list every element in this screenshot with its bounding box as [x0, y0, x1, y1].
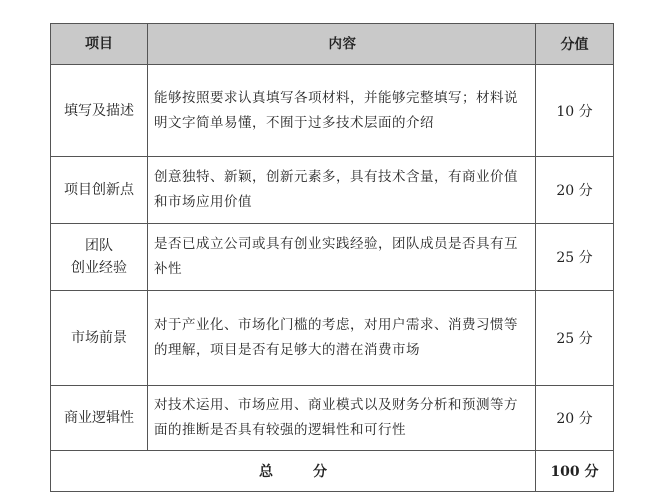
row-item [51, 224, 148, 291]
table-row [51, 65, 614, 157]
row-item: 市场前景 [51, 291, 148, 386]
row-content: 能够按照要求认真填写各项材料，并能够完整填写；材料说明文字简单易懂，不囿于过多技术层面的介绍 [148, 65, 536, 157]
row-score: 20 分 [536, 157, 614, 224]
header-row [51, 24, 614, 65]
header-item: 项目 [51, 24, 148, 65]
table-row [51, 157, 614, 224]
total-row [51, 451, 614, 492]
total-score: 100 分 [536, 451, 614, 492]
row-item: 填写及描述 [51, 65, 148, 157]
row-content: 是否已成立公司或具有创业实践经验，团队成员是否具有互补性 [148, 224, 536, 291]
table-row [51, 224, 614, 291]
header-score: 分值 [536, 24, 614, 65]
scoring-table [50, 23, 614, 492]
table-row [51, 291, 614, 386]
row-score: 20 分 [536, 386, 614, 451]
row-item: 项目创新点 [51, 157, 148, 224]
row-content: 对于产业化、市场化门槛的考虑，对用户需求、消费习惯等的理解，项目是否有足够大的潜在消费市场 [148, 291, 536, 386]
row-item-line2: 创业经验 [71, 260, 127, 276]
row-item-line1: 团队 [85, 238, 113, 254]
total-label: 总分 [51, 451, 536, 492]
row-content: 创意独特、新颖，创新元素多，具有技术含量，有商业价值和市场应用价值 [148, 157, 536, 224]
row-content: 对技术运用、市场应用、商业模式以及财务分析和预测等方面的推断是否具有较强的逻辑性和可行性 [148, 386, 536, 451]
header-content: 内容 [148, 24, 536, 65]
table-row [51, 386, 614, 451]
row-score: 10 分 [536, 65, 614, 157]
row-score: 25 分 [536, 224, 614, 291]
row-item: 商业逻辑性 [51, 386, 148, 451]
row-score: 25 分 [536, 291, 614, 386]
